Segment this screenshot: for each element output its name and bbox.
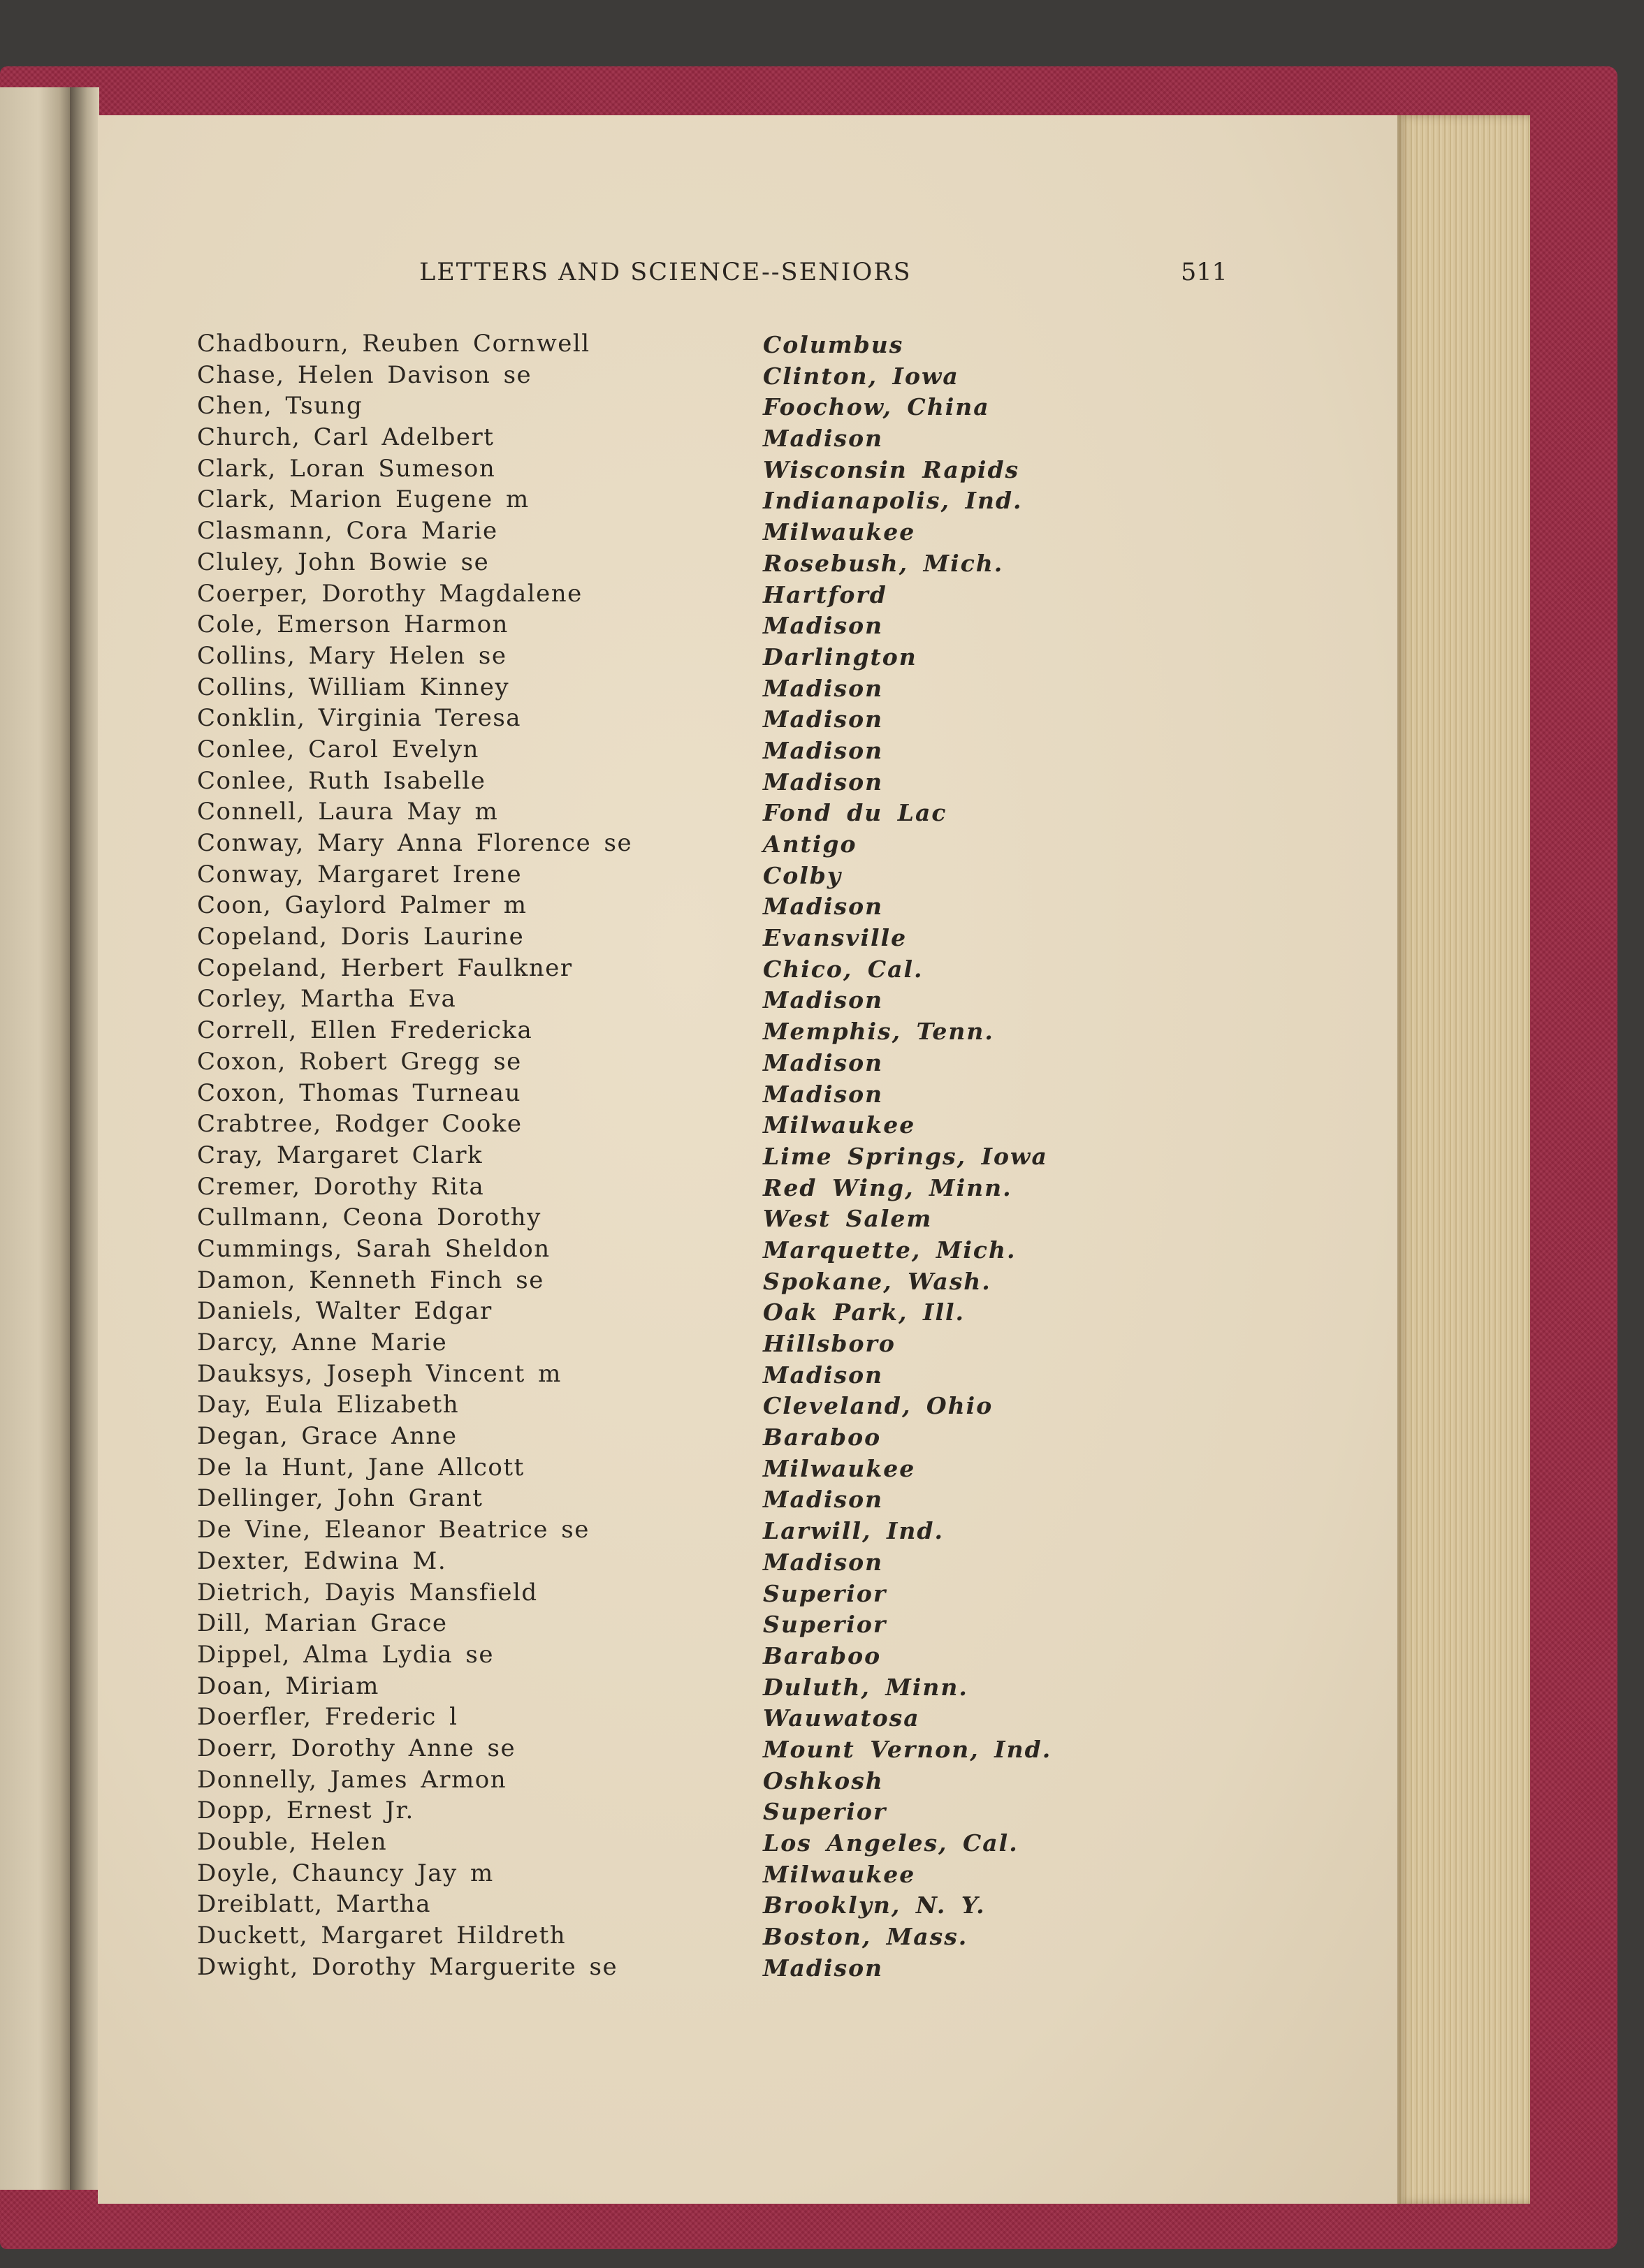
hometown: Madison [763, 1048, 884, 1076]
list-item [197, 1547, 1161, 1579]
student-name: Collins, William Kinney [197, 673, 510, 701]
list-item [197, 1953, 1161, 1984]
list-item [197, 1516, 1161, 1547]
student-name: Doerfler, Frederic l [197, 1703, 458, 1732]
list-item [197, 923, 1161, 954]
hometown: Memphis, Tenn. [763, 1018, 994, 1046]
list-item [197, 1703, 1161, 1734]
list-item [197, 1016, 1161, 1048]
student-name: Crabtree, Rodger Cooke [197, 1110, 523, 1139]
hometown: Superior [763, 1579, 887, 1607]
page-number: 511 [1181, 258, 1228, 286]
hometown: Mount Vernon, Ind. [763, 1735, 1052, 1763]
list-item [197, 861, 1161, 892]
list-item [197, 485, 1161, 517]
student-name: Cullmann, Ceona Dorothy [197, 1203, 541, 1232]
hometown: Wisconsin Rapids [763, 455, 1020, 483]
list-item [197, 392, 1161, 423]
book-gutter [70, 87, 99, 2190]
list-item [197, 1766, 1161, 1797]
hometown: Darlington [763, 643, 917, 671]
hometown: Larwill, Ind. [763, 1517, 944, 1545]
list-item [197, 985, 1161, 1016]
hometown: Fond du Lac [763, 799, 947, 827]
hometown: Superior [763, 1611, 887, 1639]
list-item [197, 361, 1161, 393]
list-item [197, 1266, 1161, 1298]
hometown: Red Wing, Minn. [763, 1173, 1012, 1201]
hometown: Hillsboro [763, 1330, 896, 1357]
hometown: Evansville [763, 924, 908, 952]
student-name: Dwight, Dorothy Marguerite se [197, 1952, 618, 1981]
hometown: Madison [763, 986, 884, 1014]
list-item [197, 1110, 1161, 1141]
list-item [197, 1734, 1161, 1766]
list-item [197, 610, 1161, 642]
student-name: Conklin, Virginia Teresa [197, 704, 522, 733]
hometown: Madison [763, 1548, 884, 1576]
student-name: Dill, Marian Grace [197, 1609, 448, 1638]
student-name: Church, Carl Adelbert [197, 423, 495, 452]
list-item [197, 1922, 1161, 1953]
student-name: Duckett, Margaret Hildreth [197, 1922, 567, 1950]
student-name: Chadbourn, Reuben Cornwell [197, 330, 590, 358]
student-name: Cole, Emerson Harmon [197, 610, 509, 639]
list-item [197, 1297, 1161, 1329]
list-item [197, 517, 1161, 548]
list-item [197, 1173, 1161, 1204]
hometown: Madison [763, 893, 884, 921]
hometown: Indianapolis, Ind. [763, 487, 1023, 515]
hometown: Milwaukee [763, 518, 916, 546]
hometown: Milwaukee [763, 1454, 916, 1482]
student-list [197, 330, 1161, 1984]
hometown: Boston, Mass. [763, 1923, 968, 1951]
list-item [197, 704, 1161, 736]
hometown: Baraboo [763, 1424, 882, 1451]
student-name: Coerper, Dorothy Magdalene [197, 579, 583, 608]
list-item [197, 1203, 1161, 1235]
list-item [197, 423, 1161, 455]
hometown: Chico, Cal. [763, 955, 924, 983]
hometown: Los Angeles, Cal. [763, 1829, 1019, 1857]
hometown: Madison [763, 705, 884, 733]
student-name: Doan, Miriam [197, 1671, 379, 1700]
student-name: Damon, Kenneth Finch se [197, 1266, 544, 1294]
hometown: Oshkosh [763, 1766, 884, 1794]
student-name: Dexter, Edwina M. [197, 1546, 447, 1575]
hometown: Madison [763, 1361, 884, 1389]
list-item [197, 1579, 1161, 1610]
student-name: Collins, Mary Helen se [197, 641, 507, 670]
student-name: Coxon, Thomas Turneau [197, 1078, 521, 1107]
student-name: Chase, Helen Davison se [197, 360, 532, 389]
hometown: Columbus [763, 331, 904, 358]
list-item [197, 642, 1161, 673]
student-name: Copeland, Herbert Faulkner [197, 953, 573, 982]
hometown: Baraboo [763, 1641, 882, 1669]
student-name: Conway, Mary Anna Florence se [197, 829, 633, 857]
student-name: Dopp, Ernest Jr. [197, 1797, 414, 1825]
hometown: West Salem [763, 1205, 933, 1233]
list-item [197, 891, 1161, 923]
list-item [197, 1641, 1161, 1672]
student-name: Dellinger, John Grant [197, 1484, 483, 1513]
student-name: Daniels, Walter Edgar [197, 1297, 493, 1326]
student-name: Clark, Loran Sumeson [197, 454, 496, 483]
student-name: Dauksys, Joseph Vincent m [197, 1359, 562, 1388]
hometown: Antigo [763, 831, 857, 858]
list-item [197, 798, 1161, 829]
list-item [197, 1329, 1161, 1360]
hometown: Duluth, Minn. [763, 1673, 968, 1701]
student-name: Coon, Gaylord Palmer m [197, 891, 528, 920]
hometown: Colby [763, 861, 843, 889]
list-item [197, 736, 1161, 767]
hometown: Spokane, Wash. [763, 1267, 991, 1295]
list-item [197, 1454, 1161, 1485]
list-item [197, 1360, 1161, 1391]
list-item [197, 580, 1161, 611]
student-name: Day, Eula Elizabeth [197, 1391, 460, 1419]
running-header [0, 258, 1644, 300]
student-name: Double, Helen [197, 1828, 388, 1856]
student-name: Doerr, Dorothy Anne se [197, 1734, 516, 1762]
hometown: Madison [763, 736, 884, 764]
student-name: Chen, Tsung [197, 392, 363, 420]
list-item [197, 1672, 1161, 1704]
hometown: Madison [763, 1954, 884, 1982]
student-name: Dippel, Alma Lydia se [197, 1640, 494, 1669]
list-item [197, 1391, 1161, 1422]
list-item [197, 455, 1161, 486]
student-name: Dietrich, Dayis Mansfield [197, 1578, 538, 1607]
hometown: Milwaukee [763, 1860, 916, 1888]
hometown: Cleveland, Ohio [763, 1392, 994, 1420]
hometown: Clinton, Iowa [763, 362, 959, 390]
student-name: Doyle, Chauncy Jay m [197, 1859, 494, 1887]
hometown: Wauwatosa [763, 1704, 920, 1732]
hometown: Hartford [763, 580, 887, 608]
header-title: LETTERS AND SCIENCE--SENIORS [419, 258, 912, 286]
student-name: Conlee, Ruth Isabelle [197, 766, 486, 795]
hometown: Rosebush, Mich. [763, 549, 1004, 577]
list-item [197, 1422, 1161, 1454]
hometown: Superior [763, 1798, 887, 1826]
list-item [197, 829, 1161, 861]
list-item [197, 1048, 1161, 1079]
page-block-edges [1397, 115, 1530, 2204]
list-item [197, 1484, 1161, 1516]
student-name: Connell, Laura May m [197, 798, 499, 826]
list-item [197, 1859, 1161, 1891]
hometown: Madison [763, 1080, 884, 1108]
student-name: Cremer, Dorothy Rita [197, 1172, 485, 1201]
student-name: Copeland, Doris Laurine [197, 923, 525, 951]
student-name: Conway, Margaret Irene [197, 860, 523, 888]
hometown: Madison [763, 674, 884, 702]
list-item [197, 1609, 1161, 1641]
hometown: Madison [763, 1486, 884, 1514]
hometown: Madison [763, 768, 884, 796]
student-name: Coxon, Robert Gregg se [197, 1047, 522, 1076]
student-name: Correll, Ellen Fredericka [197, 1016, 533, 1045]
hometown: Foochow, China [763, 393, 990, 421]
student-name: Cummings, Sarah Sheldon [197, 1234, 551, 1263]
list-item [197, 1235, 1161, 1266]
student-name: Clasmann, Cora Marie [197, 517, 498, 546]
student-name: Donnelly, James Armon [197, 1765, 507, 1794]
hometown: Milwaukee [763, 1111, 916, 1139]
student-name: Darcy, Anne Marie [197, 1329, 448, 1356]
student-name: De la Hunt, Jane Allcott [197, 1453, 525, 1481]
student-name: Conlee, Carol Evelyn [197, 735, 479, 763]
list-item [197, 1141, 1161, 1173]
student-name: Degan, Grace Anne [197, 1422, 458, 1451]
hometown: Madison [763, 612, 884, 640]
hometown: Madison [763, 425, 884, 453]
hometown: Brooklyn, N. Y. [763, 1892, 986, 1919]
student-name: Cluley, John Bowie se [197, 548, 490, 576]
hometown: Oak Park, Ill. [763, 1298, 966, 1326]
left-page-edge [0, 87, 70, 2190]
hometown: Marquette, Mich. [763, 1236, 1017, 1264]
list-item [197, 1828, 1161, 1859]
list-item [197, 1079, 1161, 1111]
list-item [197, 548, 1161, 580]
list-item [197, 1890, 1161, 1922]
list-item [197, 330, 1161, 361]
list-item [197, 767, 1161, 798]
student-name: Clark, Marion Eugene m [197, 485, 530, 514]
hometown: Lime Springs, Iowa [763, 1142, 1048, 1170]
list-item [197, 1797, 1161, 1828]
student-name: Dreiblatt, Martha [197, 1890, 432, 1919]
student-name: De Vine, Eleanor Beatrice se [197, 1516, 590, 1544]
list-item [197, 673, 1161, 705]
list-item [197, 954, 1161, 986]
student-name: Corley, Martha Eva [197, 985, 457, 1014]
student-name: Cray, Margaret Clark [197, 1141, 483, 1169]
